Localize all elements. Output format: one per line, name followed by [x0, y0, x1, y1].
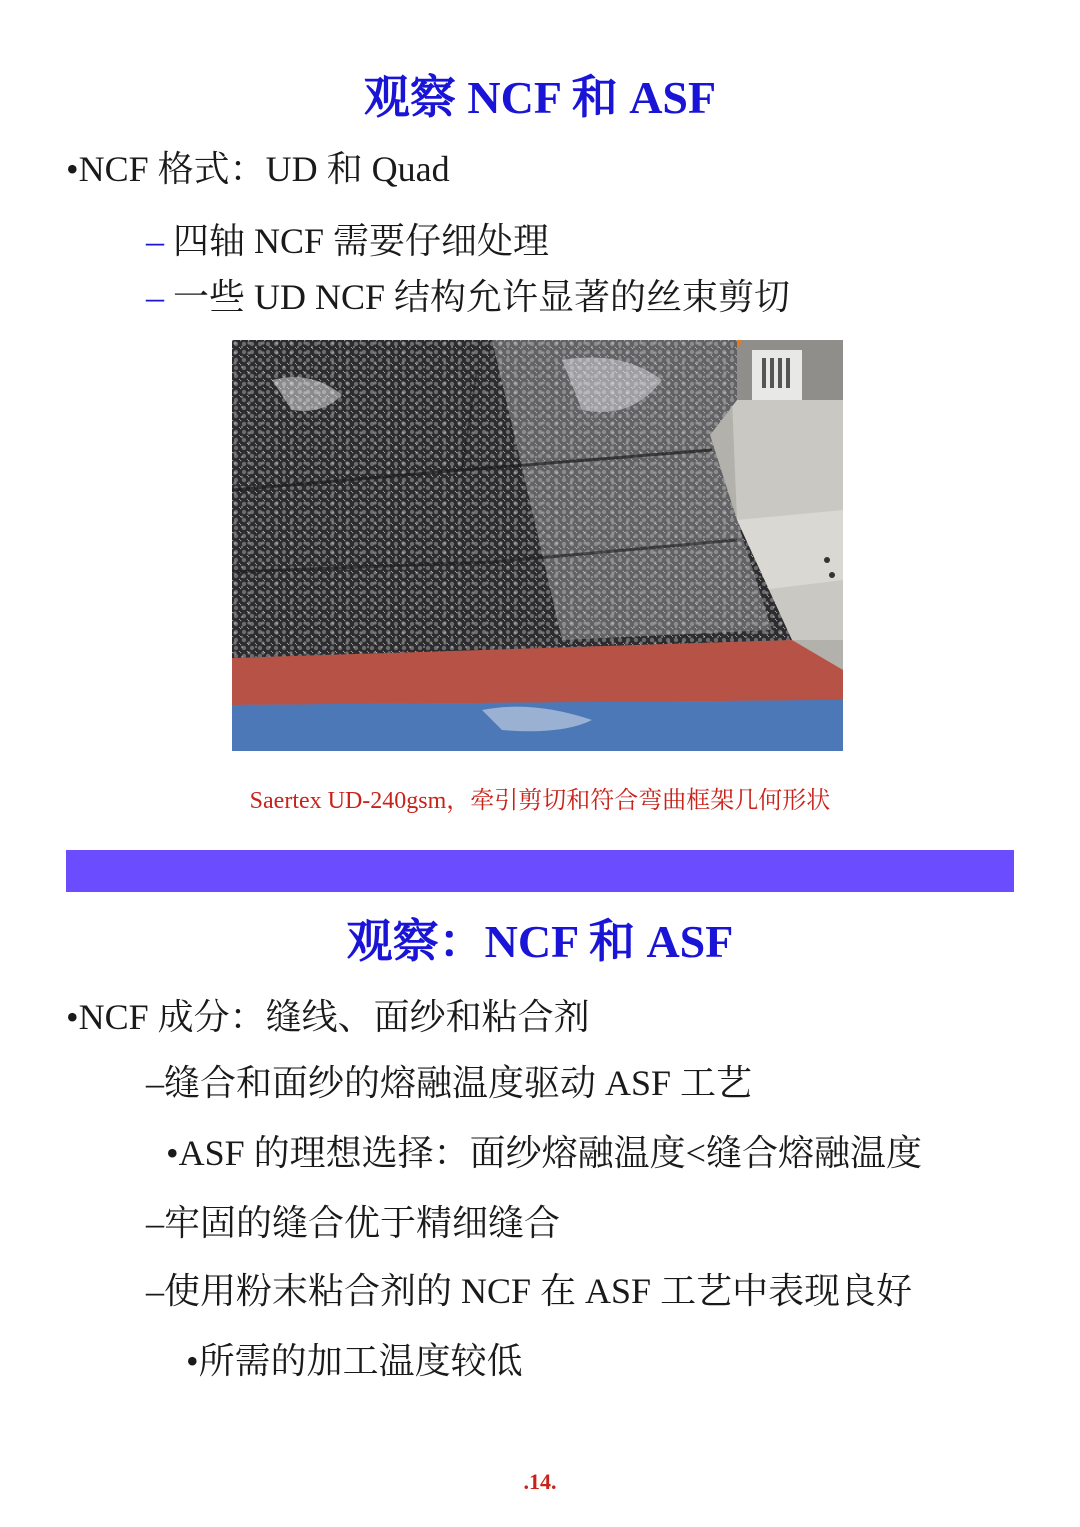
slide2-title: 观察：NCF 和 ASF	[346, 916, 734, 967]
slide2-line: –使用粉末粘合剂的 NCF 在 ASF 工艺中表现良好	[146, 1271, 913, 1311]
carbon-fiber-preform-photo	[232, 340, 843, 751]
slide1-sub-item	[146, 218, 549, 264]
slide1-bullet: •NCF 格式：UD 和 Quad	[66, 149, 450, 189]
page-number: .14.	[523, 1469, 557, 1494]
slide2-line: –缝合和面纱的熔融温度驱动 ASF 工艺	[146, 1063, 753, 1103]
dash-marker: –	[146, 277, 164, 317]
photo-caption: Saertex UD-240gsm，牵引剪切和符合弯曲框架几何形状	[249, 788, 831, 814]
slide2-line: •NCF 成分：缝线、面纱和粘合剂	[66, 997, 590, 1037]
slide2-line: •所需的加工温度较低	[186, 1341, 523, 1381]
sub-item-text: 四轴 NCF 需要仔细处理	[164, 221, 550, 261]
dash-marker: –	[146, 221, 164, 261]
section-divider-band	[66, 850, 1014, 892]
slide2-line: •ASF 的理想选择：面纱熔融温度<缝合熔融温度	[166, 1133, 922, 1173]
slide2-line: –牢固的缝合优于精细缝合	[146, 1203, 561, 1243]
slide1-title: 观察 NCF 和 ASF	[363, 72, 717, 123]
sub-item-text: 一些 UD NCF 结构允许显著的丝束剪切	[164, 277, 791, 317]
slide1-sub-item	[146, 274, 790, 320]
